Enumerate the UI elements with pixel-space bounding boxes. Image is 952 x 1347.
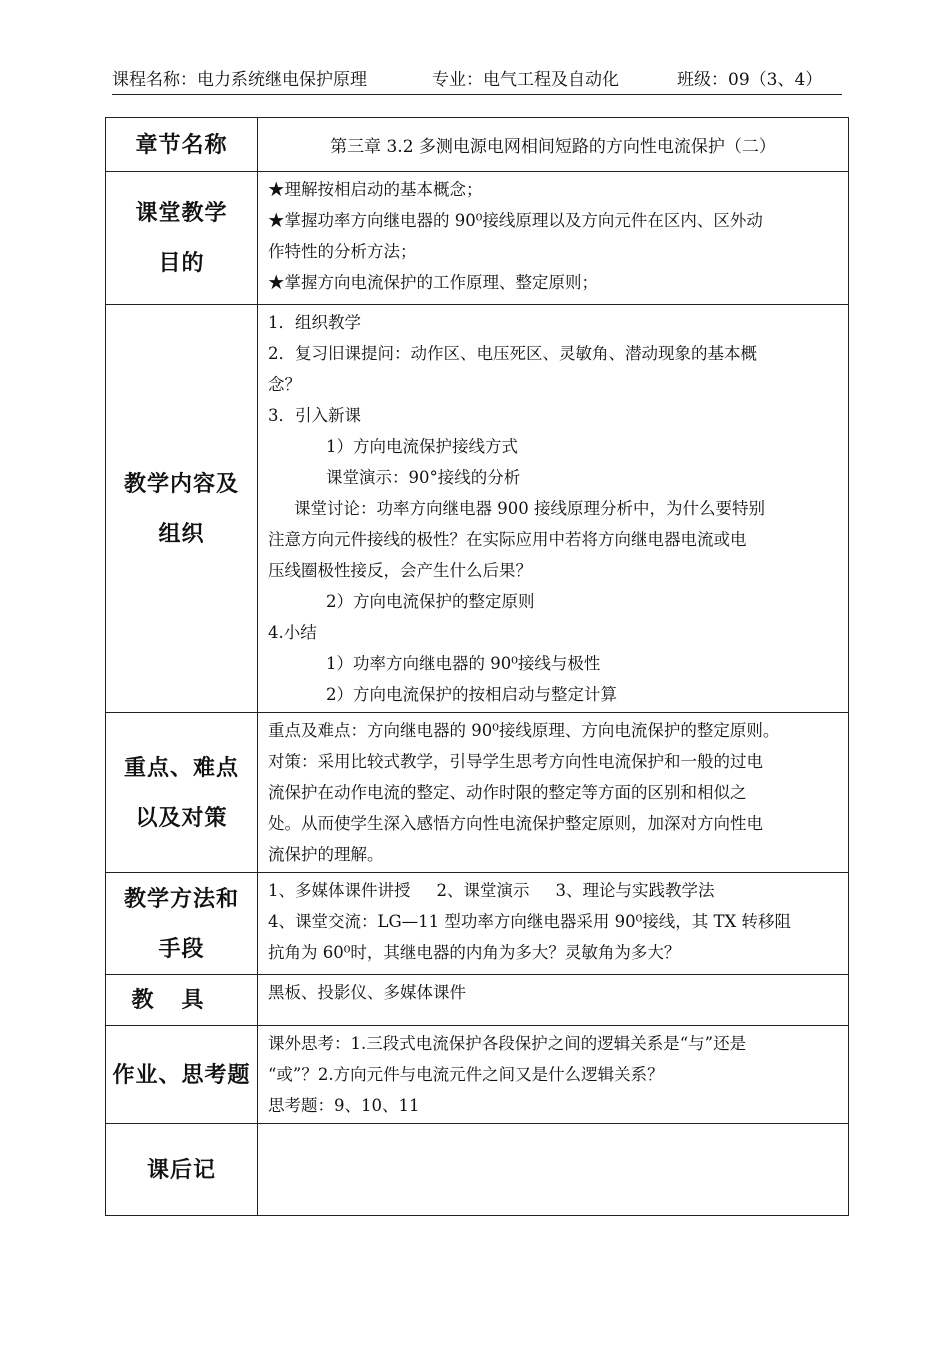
key-point-line: 对策：采用比较式教学，引导学生思考方向性电流保护和一般的过电 [268, 752, 763, 771]
lesson-plan-table [105, 117, 849, 1216]
homework-line: 课外思考：1.三段式电流保护各段保护之间的逻辑关系是“与”还是 [268, 1034, 747, 1053]
key-points-label-line-2: 以及对策 [135, 804, 228, 831]
row-objectives [106, 172, 849, 305]
homework-line: 思考题：9、10、11 [268, 1096, 420, 1115]
key-point-line: 重点及难点：方向继电器的 90⁰接线原理、方向电流保护的整定原则。 [268, 721, 780, 740]
content-label-line-2: 组织 [158, 520, 205, 547]
content-label [106, 305, 258, 713]
content-line: 1）方向电流保护接线方式 [326, 437, 518, 456]
objective-line: 作特性的分析方法； [268, 242, 417, 261]
key-points-content [258, 713, 849, 873]
methods-items [268, 875, 840, 906]
content-line: 课堂讨论：功率方向继电器 900 接线原理分析中，为什么要特别 [294, 499, 765, 518]
objective-line: ★掌握方向电流保护的工作原理、整定原则； [268, 273, 598, 292]
objectives-label-line-1: 课堂教学 [135, 200, 228, 226]
chapter-value: 第三章 3.2 多测电源电网相间短路的方向性电流保护（二） [258, 118, 849, 172]
content-line: 念？ [268, 375, 301, 394]
key-point-line: 流保护在动作电流的整定、动作时限的整定等方面的区别和相似之 [268, 783, 747, 802]
key-points-label-line-1: 重点、难点 [123, 754, 239, 781]
teaching-content [258, 305, 849, 713]
objectives-content [258, 172, 849, 305]
course-name: 课程名称：电力系统继电保护原理 [112, 70, 367, 90]
methods-content [258, 873, 849, 975]
content-line: 2）方向电流保护的按相启动与整定计算 [326, 685, 617, 704]
content-line: 课堂演示：90°接线的分析 [326, 468, 521, 487]
objective-line: ★掌握功率方向继电器的 90⁰接线原理以及方向元件在区内、区外动 [268, 211, 763, 230]
key-point-line: 处。从而使学生深入感悟方向性电流保护整定原则，加深对方向性电 [268, 814, 763, 833]
row-chapter [106, 118, 849, 172]
methods-label [106, 873, 258, 975]
major-name: 专业：电气工程及自动化 [432, 70, 619, 90]
method-item: 1、多媒体课件讲授 [268, 881, 411, 900]
tools-content: 黑板、投影仪、多媒体课件 [258, 975, 849, 1026]
method-item: 3、理论与实践教学法 [555, 881, 715, 900]
content-label-line-1: 教学内容及 [123, 470, 239, 497]
homework-content [258, 1026, 849, 1124]
class-name: 班级：09（3、4） [677, 70, 823, 90]
postscript-content [258, 1124, 849, 1216]
content-line: 2）方向电流保护的整定原则 [326, 592, 535, 611]
method-item: 2、课堂演示 [436, 881, 530, 900]
content-line: 压线圈极性接反，会产生什么后果？ [268, 561, 532, 580]
row-methods [106, 873, 849, 975]
tools-label: 教具 [106, 975, 258, 1026]
row-postscript [106, 1124, 849, 1216]
row-homework [106, 1026, 849, 1124]
objective-line: ★理解按相启动的基本概念； [268, 180, 483, 199]
content-line: 2．复习旧课提问：动作区、电压死区、灵敏角、潜动现象的基本概 [268, 344, 757, 363]
content-line: 注意方向元件接线的极性？在实际应用中若将方向继电器电流或电 [268, 530, 747, 549]
key-point-line: 流保护的理解。 [268, 845, 384, 864]
method-line: 4、课堂交流：LG—11 型功率方向继电器采用 90⁰接线，其 TX 转移阻 [268, 912, 791, 931]
content-line: 1．组织教学 [268, 313, 361, 332]
content-line: 3．引入新课 [268, 406, 361, 425]
objectives-label [106, 172, 258, 305]
page-header [112, 66, 842, 95]
method-line: 抗角为 60⁰时，其继电器的内角为多大？灵敏角为多大？ [268, 943, 681, 962]
content-line: 4.小结 [268, 623, 317, 642]
content-line: 1）功率方向继电器的 90⁰接线与极性 [326, 654, 601, 673]
homework-label: 作业、思考题 [106, 1026, 258, 1124]
row-tools [106, 975, 849, 1026]
methods-label-line-2: 手段 [158, 935, 205, 962]
postscript-label: 课后记 [106, 1124, 258, 1216]
objectives-label-line-2: 目的 [158, 250, 205, 276]
homework-line: “或”？2.方向元件与电流元件之间又是什么逻辑关系？ [268, 1065, 664, 1084]
row-key-points [106, 713, 849, 873]
key-points-label [106, 713, 258, 873]
chapter-label: 章节名称 [106, 118, 258, 172]
row-teaching-content [106, 305, 849, 713]
methods-label-line-1: 教学方法和 [123, 885, 239, 912]
